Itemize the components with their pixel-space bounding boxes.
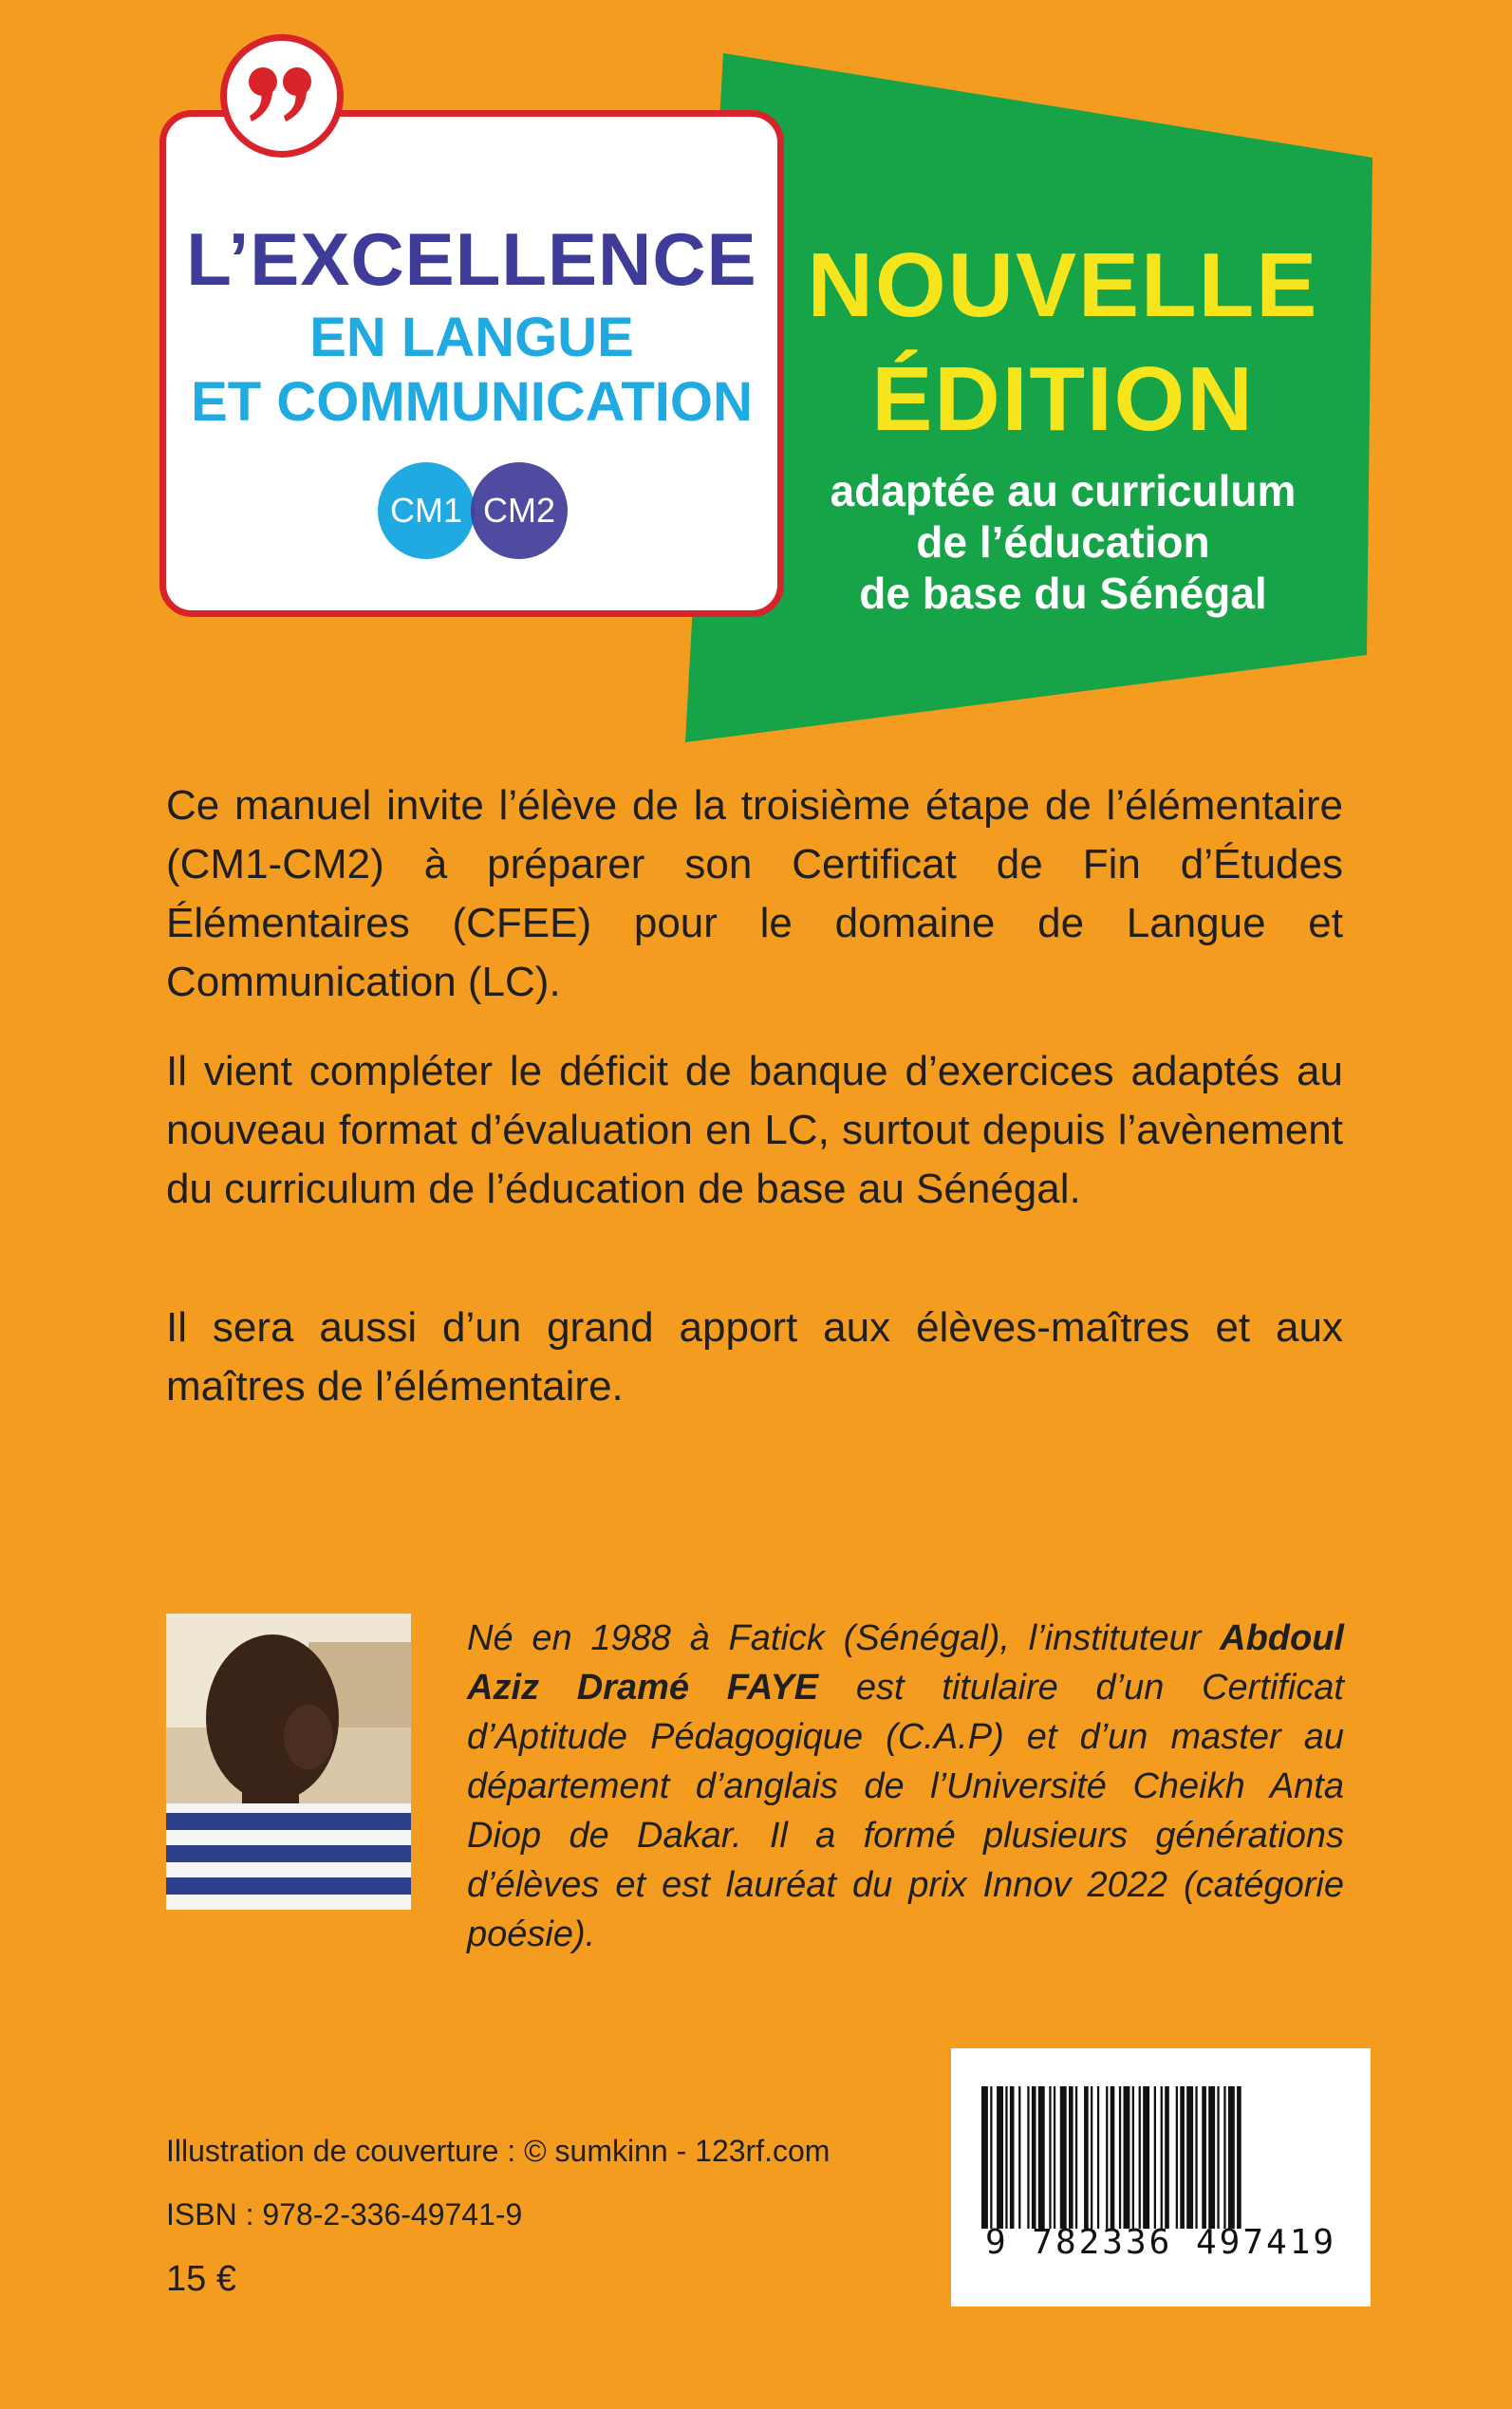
barcode-bar xyxy=(1027,2086,1029,2229)
barcode-bar xyxy=(1049,2086,1051,2229)
barcode-bar xyxy=(1237,2086,1241,2229)
barcode-bar xyxy=(1018,2086,1020,2229)
title-line-3: ET COMMUNICATION xyxy=(191,371,753,433)
barcode-bar xyxy=(1038,2086,1045,2229)
barcode-bar xyxy=(1097,2086,1099,2229)
barcode-bar xyxy=(1010,2086,1015,2229)
isbn: ISBN : 978-2-336-49741-9 xyxy=(166,2197,523,2232)
barcode-bar xyxy=(1106,2086,1108,2229)
barcode-bar xyxy=(1132,2086,1134,2229)
barcode-bar xyxy=(981,2086,988,2229)
level-badge-cm2: CM2 xyxy=(471,462,568,559)
description-paragraph-1: Ce manuel invite l’élève de la troisième étape de l’élémentaire (CM1-CM2) à préparer son Certificat de Fin d’Études Élémentaires (CFEE) pour le domaine de Langue et Communication (LC). xyxy=(166,782,1343,1005)
author-name: Abdoul Aziz Dramé FAYE xyxy=(467,1618,1344,1708)
barcode-bar xyxy=(1161,2086,1163,2229)
title-line-1: L’EXCELLENCE xyxy=(186,217,757,301)
price: 15 € xyxy=(166,2259,236,2299)
barcode-bar xyxy=(1091,2086,1092,2229)
barcode-bar xyxy=(1165,2086,1169,2229)
barcode-bar xyxy=(1208,2086,1215,2229)
title-line-2: EN LANGUE xyxy=(309,307,634,368)
barcode-bar xyxy=(1195,2086,1197,2229)
barcode-bar xyxy=(1223,2086,1225,2229)
barcode-bar xyxy=(1217,2086,1219,2229)
description-paragraph-2: Il vient compléter le déficit de banque d’exercices adaptés au nouveau format d’évaluation en LC, surtout depuis l’avènement du curriculum de l’éducation de base au Sénégal. xyxy=(166,1048,1343,1212)
edition-subtitle-3: de base du Sénégal xyxy=(859,569,1267,618)
cover-credit: Illustration de couverture : © sumkinn - 123rf.com xyxy=(166,2134,831,2168)
barcode-bar xyxy=(1143,2086,1149,2229)
bio-details: est titulaire d’un Certificat d’Aptitude Pédagogique (C.A.P) et d’un master au département d’anglais de l’Université Cheikh Anta Diop de Dakar. Il a formé plusieurs générations d’élèves et est lauréat du prix Innov 2022 (catégorie poésie). xyxy=(467,1668,1344,1954)
barcode-bar xyxy=(1180,2086,1185,2229)
level-badge-cm1: CM1 xyxy=(378,462,475,559)
barcode-bar xyxy=(1069,2086,1073,2229)
barcode-digits: 9 782336 497419 xyxy=(984,2223,1337,2262)
barcode-bar xyxy=(1202,2086,1206,2229)
bio-intro: Né en 1988 à Fatick (Sénégal), l’instituteur xyxy=(467,1618,1221,1658)
barcode-bar xyxy=(1111,2086,1115,2229)
barcode-bar xyxy=(990,2086,992,2229)
barcode-bar xyxy=(1154,2086,1156,2229)
edition-line-2: ÉDITION xyxy=(871,348,1255,450)
edition-subtitle-1: adaptée au curriculum xyxy=(830,466,1297,515)
barcode-bar xyxy=(1139,2086,1141,2229)
barcode-bar xyxy=(1075,2086,1077,2229)
barcode-bar xyxy=(1228,2086,1235,2229)
quote-badge xyxy=(220,34,344,158)
barcode-bar xyxy=(1186,2086,1193,2229)
barcode-bar xyxy=(1054,2086,1055,2229)
barcode-bar xyxy=(1124,2086,1130,2229)
barcode-bar xyxy=(997,2086,1003,2229)
edition-line-1: NOUVELLE xyxy=(807,234,1319,336)
barcode-bar xyxy=(1005,2086,1007,2229)
barcode-bar xyxy=(1119,2086,1121,2229)
edition-subtitle-2: de l’éducation xyxy=(916,517,1210,567)
description-paragraph-3: Il sera aussi d’un grand apport aux élèves-maîtres et aux maîtres de l’élémentaire. xyxy=(166,1304,1343,1410)
author-bio xyxy=(467,1614,1344,1959)
barcode-bar xyxy=(1060,2086,1067,2229)
barcode-bar xyxy=(1084,2086,1089,2229)
quote-icon xyxy=(244,63,320,129)
barcode-bar xyxy=(1032,2086,1036,2229)
barcode-bar xyxy=(1176,2086,1178,2229)
barcode-bars xyxy=(978,2086,1344,2229)
barcode xyxy=(951,2048,1371,2306)
author-photo xyxy=(166,1614,411,1910)
